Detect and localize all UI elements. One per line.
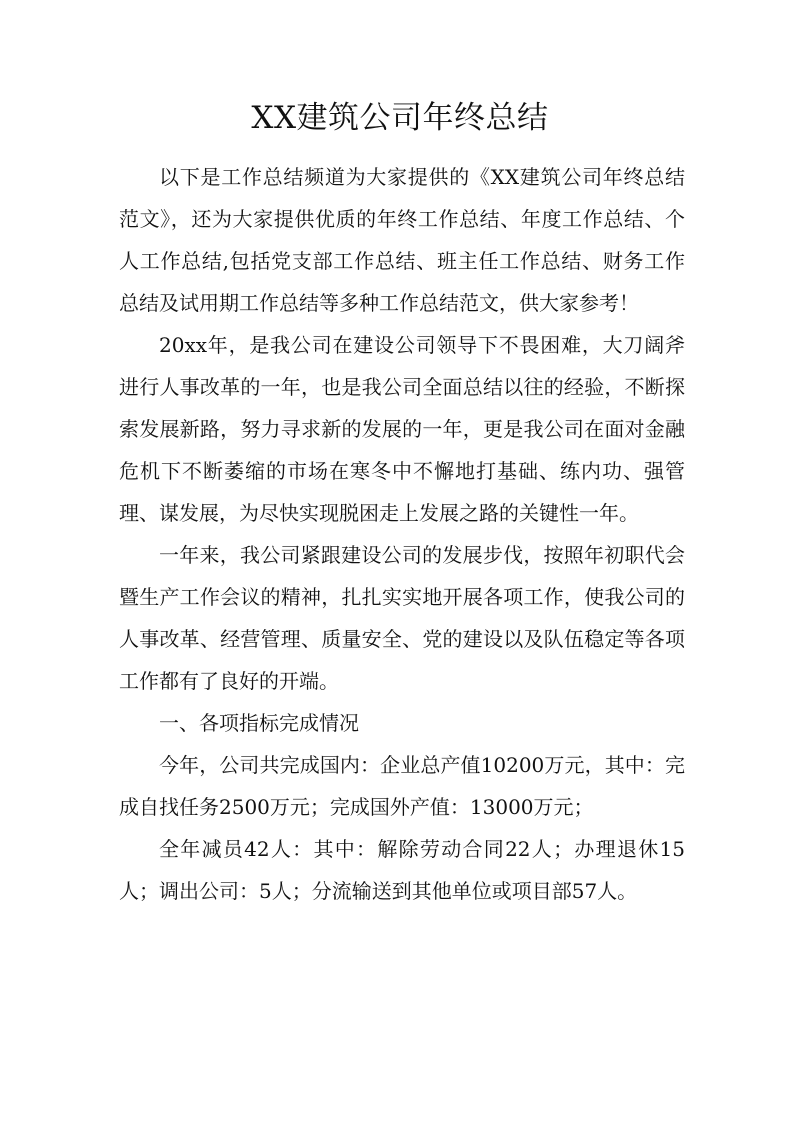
paragraph-intro: 以下是工作总结频道为大家提供的《XX建筑公司年终总结范文》，还为大家提供优质的年终工作总结、年度工作总结、个人工作总结,包括党支部工作总结、班主任工作总结、财务工作总结及试用期工作总结等多种工作总结范文，供大家参考！ <box>119 165 685 315</box>
paragraph-output: 今年，公司共完成国内：企业总产值10200万元，其中：完成自找任务2500万元；完成国外产值：13000万元； <box>119 753 685 819</box>
section-heading-indicators: 一、各项指标完成情况 <box>159 711 359 735</box>
paragraph-staff-reduction: 全年减员42人：其中：解除劳动合同22人；办理退休15人；调出公司：5人；分流输送到其他单位或项目部57人。 <box>119 837 685 903</box>
document-body <box>119 156 685 912</box>
paragraph-progress: 一年来，我公司紧跟建设公司的发展步伐，按照年初职代会暨生产工作会议的精神，扎扎实实地开展各项工作，使我公司的人事改革、经营管理、质量安全、党的建设以及队伍稳定等各项工作都有了良好的开端。 <box>119 543 685 693</box>
document-title: XX建筑公司年终总结 <box>251 100 549 136</box>
paragraph-year-summary: 20xx年，是我公司在建设公司领导下不畏困难，大刀阔斧进行人事改革的一年，也是我公司全面总结以往的经验，不断探索发展新路，努力寻求新的发展的一年，更是我公司在面对金融危机下不断萎缩的市场在寒冬中不懈地打基础、练内功、强管理、谋发展，为尽快实现脱困走上发展之路的关键性一年。 <box>119 333 685 525</box>
